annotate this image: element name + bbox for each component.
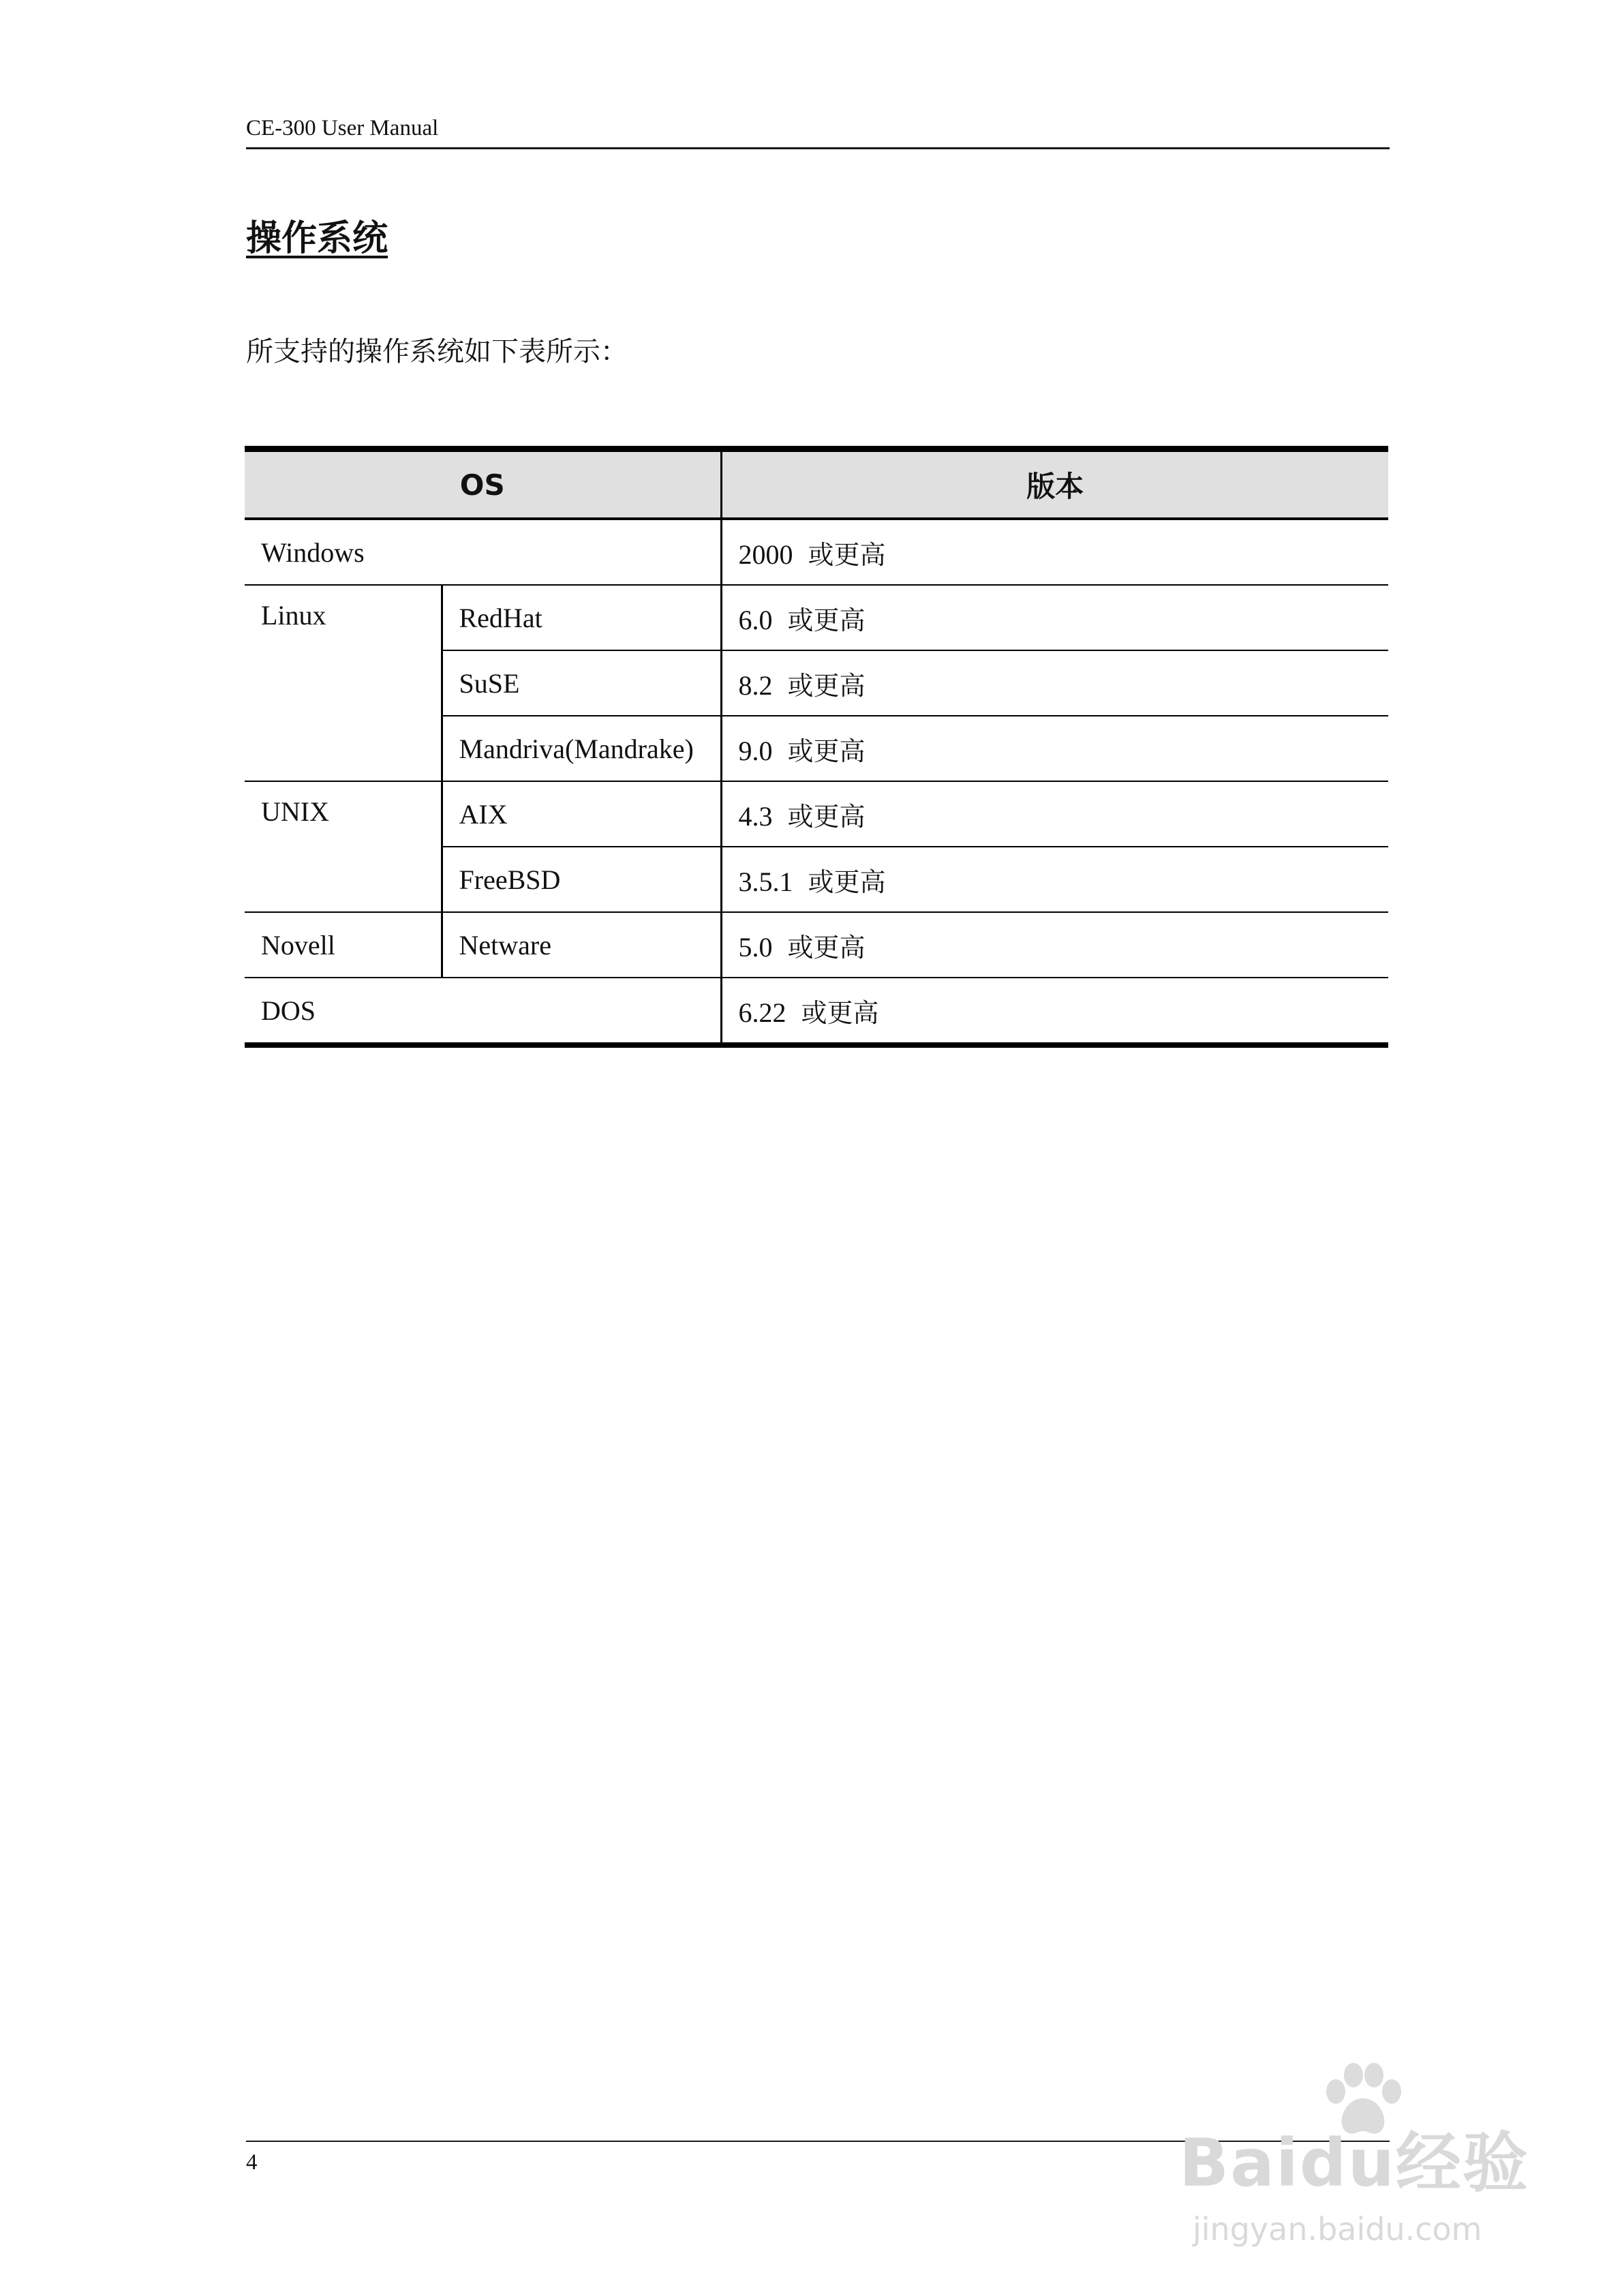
version-suffix: 或更高	[801, 997, 879, 1028]
version-cell	[721, 978, 1388, 1045]
table-row	[245, 912, 1388, 978]
version-cell	[721, 781, 1388, 847]
version-suffix: 或更高	[787, 736, 866, 766]
distribution-cell: Netware	[442, 912, 721, 978]
version-number: 9.0	[738, 735, 773, 766]
os-name-cell: Windows	[245, 519, 721, 585]
version-number: 2000	[738, 539, 793, 570]
table-row	[245, 585, 1388, 650]
version-cell	[721, 519, 1388, 585]
table-row	[245, 978, 1388, 1045]
header-divider	[246, 147, 1390, 149]
version-number: 5.0	[738, 931, 773, 963]
distribution-cell: FreeBSD	[442, 847, 721, 912]
os-name-cell: Linux	[245, 585, 442, 781]
version-number: 8.2	[738, 669, 773, 701]
table-row	[245, 781, 1388, 847]
os-name-cell: Novell	[245, 912, 442, 978]
distribution-cell: RedHat	[442, 585, 721, 650]
version-cell	[721, 585, 1388, 650]
version-suffix: 或更高	[787, 932, 866, 963]
table-header-row	[245, 449, 1388, 519]
section-title: 操作系统	[246, 218, 388, 259]
watermark-logo-text: Baidu经验	[1179, 2125, 1529, 2201]
version-suffix: 或更高	[808, 539, 886, 570]
intro-paragraph: 所支持的操作系统如下表所示：	[246, 336, 628, 367]
column-header-version: 版本	[721, 449, 1388, 519]
watermark-url: jingyan.baidu.com	[1193, 2211, 1482, 2248]
version-number: 3.5.1	[738, 866, 793, 897]
version-cell	[721, 716, 1388, 781]
version-number: 6.22	[738, 997, 786, 1028]
page-number: 4	[246, 2150, 258, 2175]
version-number: 4.3	[738, 800, 773, 832]
os-support-table	[245, 446, 1388, 1048]
version-suffix: 或更高	[787, 801, 866, 832]
version-cell	[721, 650, 1388, 716]
version-suffix: 或更高	[787, 670, 866, 701]
column-header-os: OS	[245, 449, 721, 519]
version-suffix: 或更高	[787, 605, 866, 635]
baidu-jingyan-watermark	[1172, 2059, 1554, 2263]
version-suffix: 或更高	[808, 866, 886, 897]
table-row	[245, 519, 1388, 585]
version-cell	[721, 847, 1388, 912]
distribution-cell: SuSE	[442, 650, 721, 716]
version-cell	[721, 912, 1388, 978]
os-name-cell: DOS	[261, 995, 316, 1026]
distribution-cell: Mandriva(Mandrake)	[442, 716, 721, 781]
version-number: 6.0	[738, 604, 773, 635]
os-name-cell: UNIX	[245, 781, 442, 912]
running-header: CE-300 User Manual	[246, 116, 439, 140]
distribution-cell: AIX	[442, 781, 721, 847]
